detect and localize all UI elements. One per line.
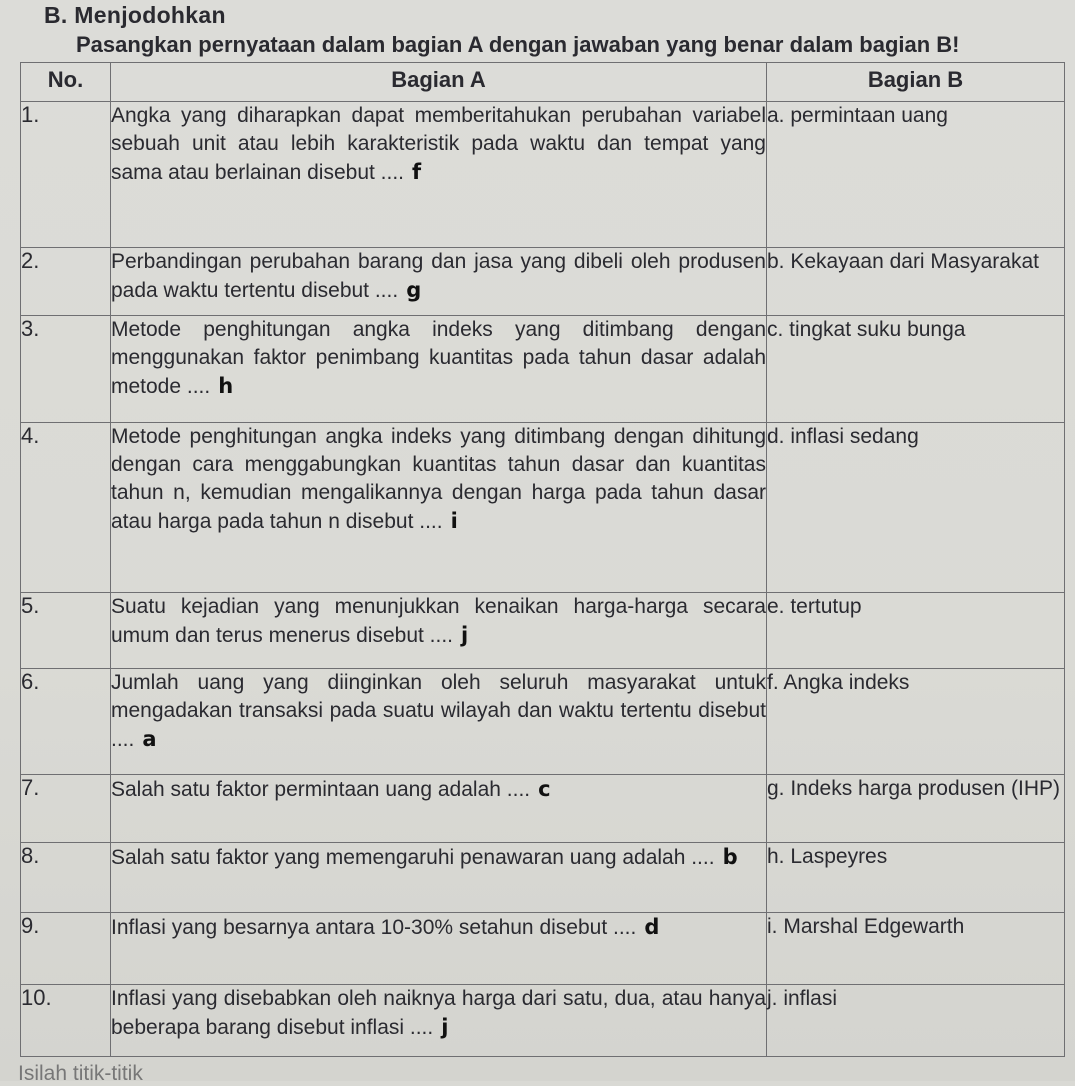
- statement-cell: [111, 669, 767, 775]
- handwritten-answer: a: [142, 727, 157, 751]
- header-no: No.: [21, 63, 111, 102]
- answer-option: e. tertutup: [767, 593, 1065, 669]
- statement-text: Inflasi yang disebabkan oleh naiknya harga dari satu, dua, atau hanya beberapa barang disebut inflasi ....: [111, 987, 766, 1039]
- matching-table: [20, 62, 1065, 1057]
- answer-option: g. Indeks harga produsen (IHP): [767, 775, 1065, 843]
- header-bagian-a: Bagian A: [111, 63, 767, 102]
- statement-text: Inflasi yang besarnya antara 10-30% setahun disebut ....: [111, 916, 637, 939]
- row-number: 3.: [21, 316, 111, 423]
- answer-option: c. tingkat suku bunga: [767, 316, 1065, 423]
- table-row: [21, 593, 1065, 669]
- statement-text: Metode penghitungan angka indeks yang ditimbang dengan menggunakan faktor penimbang kuantitas pada tahun dasar adalah metode ....: [111, 318, 766, 398]
- answer-option: j. inflasi: [767, 985, 1065, 1057]
- statement-text: Salah satu faktor permintaan uang adalah ....: [111, 778, 531, 801]
- statement-text: Jumlah uang yang diinginkan oleh seluruh masyarakat untuk mengadakan transaksi pada suatu wilayah dan waktu tertentu disebut ....: [111, 671, 766, 751]
- row-number: 7.: [21, 775, 111, 843]
- statement-text: Metode penghitungan angka indeks yang ditimbang dengan dihitung dengan cara menggabungkan kuantitas tahun dasar dan kuantitas tahun n, kemudian mengalikannya dengan harga pada tahun dasar atau harga pada tahun n disebut ....: [111, 425, 766, 533]
- instruction-text: Pasangkan pernyataan dalam bagian A dengan jawaban yang benar dalam bagian B!: [76, 32, 960, 57]
- row-number: 1.: [21, 102, 111, 248]
- answer-option: a. permintaan uang: [767, 102, 1065, 248]
- header-bagian-b: Bagian B: [767, 63, 1065, 102]
- handwritten-answer: d: [644, 915, 660, 939]
- statement-cell: [111, 593, 767, 669]
- table-row: [21, 985, 1065, 1057]
- answer-option: h. Laspeyres: [767, 843, 1065, 913]
- handwritten-answer: b: [722, 845, 738, 869]
- row-number: 2.: [21, 248, 111, 316]
- statement-cell: [111, 248, 767, 316]
- row-number: 8.: [21, 843, 111, 913]
- row-number: 6.: [21, 669, 111, 775]
- answer-option: b. Kekayaan dari Masyarakat: [767, 248, 1065, 316]
- answer-option: i. Marshal Edgewarth: [767, 913, 1065, 985]
- statement-text: Salah satu faktor yang memengaruhi penawaran uang adalah ....: [111, 846, 715, 869]
- handwritten-answer: j: [461, 623, 469, 647]
- statement-cell: [111, 316, 767, 423]
- table-row: [21, 843, 1065, 913]
- table-row: [21, 669, 1065, 775]
- table-row: [21, 102, 1065, 248]
- row-number: 4.: [21, 423, 111, 593]
- table-header-row: [21, 63, 1065, 102]
- row-number: 9.: [21, 913, 111, 985]
- next-instruction-text: Isilah titik-titik: [18, 1062, 143, 1085]
- table-row: [21, 248, 1065, 316]
- handwritten-answer: i: [450, 509, 458, 533]
- section-title: B. Menjodohkan: [44, 2, 226, 28]
- statement-cell: [111, 423, 767, 593]
- statement-cell: [111, 843, 767, 913]
- row-number: 5.: [21, 593, 111, 669]
- statement-cell: [111, 985, 767, 1057]
- handwritten-answer: c: [538, 777, 551, 801]
- handwritten-answer: j: [441, 1015, 449, 1039]
- handwritten-answer: h: [218, 374, 234, 398]
- statement-cell: [111, 102, 767, 248]
- table-row: [21, 775, 1065, 843]
- statement-text: Suatu kejadian yang menunjukkan kenaikan harga-harga secara umum dan terus menerus disebut ....: [111, 595, 766, 647]
- table-row: [21, 913, 1065, 985]
- row-number: 10.: [21, 985, 111, 1057]
- answer-option: d. inflasi sedang: [767, 423, 1065, 593]
- statement-cell: [111, 913, 767, 985]
- handwritten-answer: f: [412, 160, 422, 184]
- table-row: [21, 423, 1065, 593]
- answer-option: f. Angka indeks: [767, 669, 1065, 775]
- handwritten-answer: g: [406, 278, 422, 302]
- statement-cell: [111, 775, 767, 843]
- statement-text: Angka yang diharapkan dapat memberitahukan perubahan variabel sebuah unit atau lebih karakteristik pada waktu dan tempat yang sama atau berlainan disebut ....: [111, 104, 766, 184]
- statement-text: Perbandingan perubahan barang dan jasa yang dibeli oleh produsen pada waktu tertentu disebut ....: [111, 250, 766, 302]
- table-row: [21, 316, 1065, 423]
